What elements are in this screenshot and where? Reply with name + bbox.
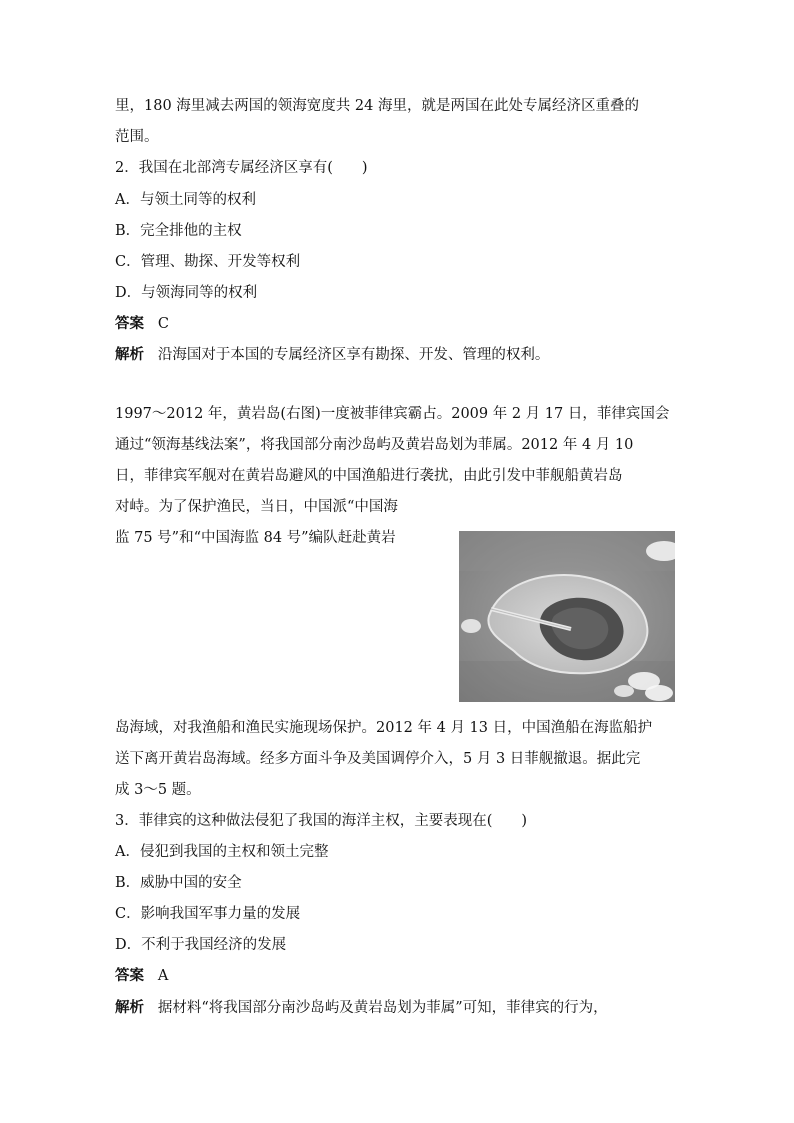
question-3-stem: 3．菲律宾的这种做法侵犯了我国的海洋主权，主要表现在( ) bbox=[115, 813, 528, 829]
q2-option-b: B．完全排他的主权 bbox=[115, 223, 242, 239]
q3-answer bbox=[115, 966, 168, 986]
analysis-label: 解析 bbox=[115, 347, 144, 363]
island-photo bbox=[459, 531, 675, 702]
q2-option-d: D．与领海同等的权利 bbox=[115, 285, 258, 301]
material-line: 监 75 号”和“中国海监 84 号”编队赶赴黄岩 bbox=[115, 530, 396, 546]
answer-value: C bbox=[157, 316, 169, 332]
material-line: 成 3～5 题。 bbox=[115, 782, 201, 798]
answer-label: 答案 bbox=[115, 316, 144, 332]
material-line: 日，菲律宾军舰对在黄岩岛避风的中国渔船进行袭扰，由此引发中菲舰船黄岩岛 bbox=[115, 468, 623, 484]
answer-value: A bbox=[157, 968, 169, 984]
q2-answer bbox=[115, 314, 169, 334]
q3-option-d: D．不利于我国经济的发展 bbox=[115, 937, 287, 953]
analysis-label: 解析 bbox=[115, 1000, 144, 1016]
text-line: 里，180 海里减去两国的领海宽度共 24 海里，就是两国在此处专属经济区重叠的 bbox=[115, 98, 639, 114]
q3-option-b: B．威胁中国的安全 bbox=[115, 875, 242, 891]
material-line: 对峙。为了保护渔民，当日，中国派“中国海 bbox=[115, 499, 398, 515]
q3-option-a: A．侵犯到我国的主权和领土完整 bbox=[115, 844, 329, 860]
answer-label: 答案 bbox=[115, 968, 144, 984]
analysis-text: 据材料“将我国部分南沙岛屿及黄岩岛划为菲属”可知，菲律宾的行为， bbox=[157, 1000, 608, 1016]
analysis-text: 沿海国对于本国的专属经济区享有勘探、开发、管理的权利。 bbox=[157, 347, 550, 363]
text-line: 范围。 bbox=[115, 129, 159, 145]
material-line: 送下离开黄岩岛海域。经多方面斗争及美国调停介入，5 月 3 日菲舰撤退。据此完 bbox=[115, 751, 641, 767]
q2-analysis bbox=[115, 345, 549, 365]
q3-analysis bbox=[115, 998, 608, 1018]
material-line: 1997～2012 年，黄岩岛(右图)一度被菲律宾霸占。2009 年 2 月 17 日，菲律宾国会 bbox=[115, 406, 670, 422]
material-line: 通过“领海基线法案”，将我国部分南沙岛屿及黄岩岛划为菲属。2012 年 4 月 10 bbox=[115, 437, 634, 453]
question-2-stem: 2．我国在北部湾专属经济区享有( ) bbox=[115, 160, 368, 176]
q2-option-a: A．与领土同等的权利 bbox=[115, 192, 256, 208]
material-line: 岛海域，对我渔船和渔民实施现场保护。2012 年 4 月 13 日，中国渔船在海监船护 bbox=[115, 720, 653, 736]
q3-option-c: C．影响我国军事力量的发展 bbox=[115, 906, 301, 922]
q2-option-c: C．管理、勘探、开发等权利 bbox=[115, 254, 301, 270]
